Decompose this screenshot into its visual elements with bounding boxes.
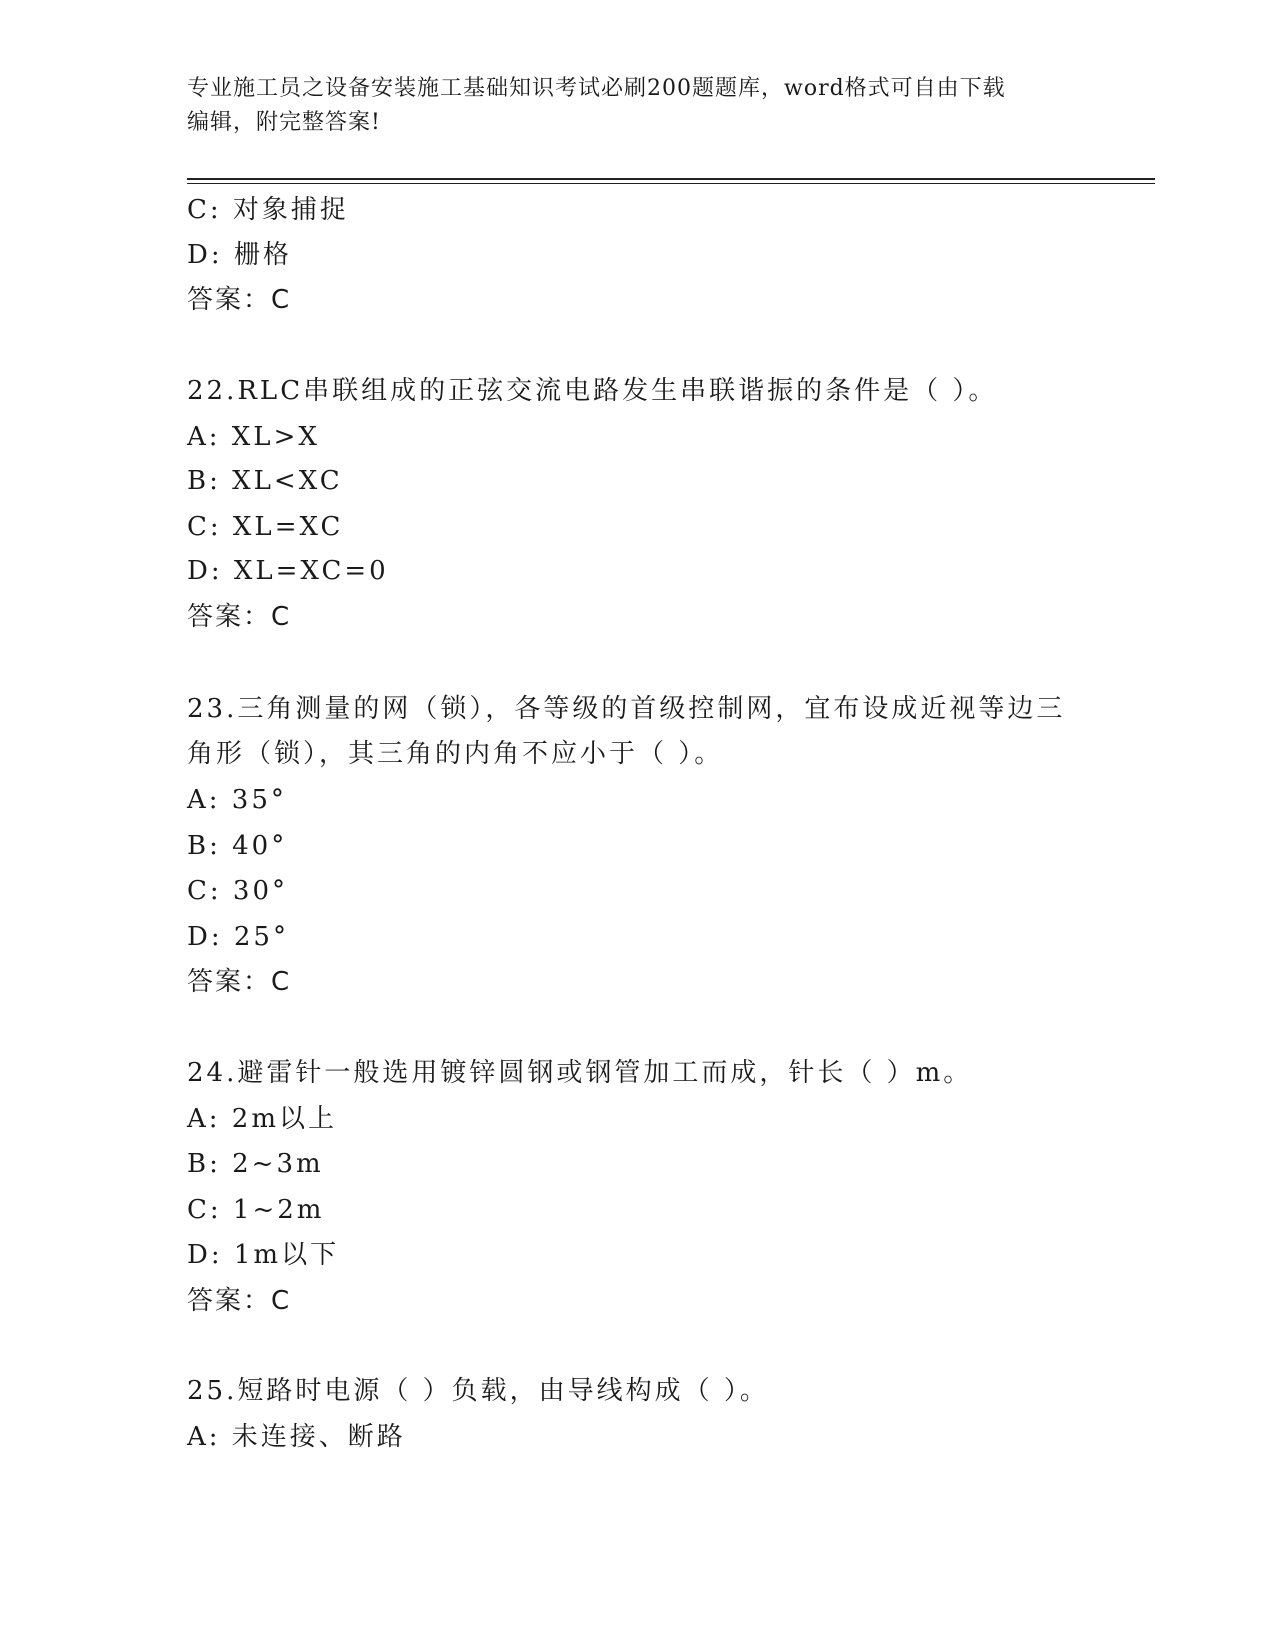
question-24-stem: 24.避雷针一般选用镀锌圆钢或钢管加工而成，针长（ ）m。: [187, 1058, 973, 1088]
question-24-answer: 答案：C: [187, 1286, 292, 1316]
question-22-option-b: B: XL<XC: [187, 466, 343, 496]
question-23-option-a: A: 35°: [187, 785, 287, 815]
question-24-option-c: C: 1~2m: [187, 1195, 325, 1225]
prev-answer: 答案：C: [187, 285, 292, 315]
question-23-option-d: D: 25°: [187, 922, 289, 952]
question-24-option-a: A: 2m以上: [187, 1104, 337, 1134]
question-24-option-b: B: 2~3m: [187, 1149, 324, 1179]
question-23-option-c: C: 30°: [187, 876, 289, 906]
header-line-2: 编辑，附完整答案!: [187, 110, 381, 135]
prev-option-c: C: 对象捕捉: [187, 195, 349, 225]
prev-option-d: D: 栅格: [187, 240, 292, 270]
question-22-stem: 22.RLC串联组成的正弦交流电路发生串联谐振的条件是（ ）。: [187, 376, 998, 406]
question-25-stem: 25.短路时电源（ ）负载，由导线构成（ ）。: [187, 1376, 769, 1406]
question-22-option-c: C: XL=XC: [187, 512, 344, 542]
header-rule: [187, 178, 1155, 180]
question-23-stem-line-2: 角形（锁），其三角的内角不应小于（ ）。: [187, 739, 724, 769]
question-24-option-d: D: 1m以下: [187, 1240, 340, 1270]
question-22-option-a: A: XL>X: [187, 422, 320, 452]
document-header: [187, 72, 1087, 140]
question-23-option-b: B: 40°: [187, 831, 288, 861]
question-22-answer: 答案：C: [187, 602, 292, 632]
question-23-answer: 答案：C: [187, 967, 292, 997]
question-23-stem-line-1: 23.三角测量的网（锁），各等级的首级控制网，宜布设成近视等边三: [187, 694, 1066, 724]
question-22-option-d: D: XL=XC=0: [187, 556, 389, 586]
question-25-option-a: A: 未连接、断路: [187, 1422, 406, 1452]
header-rule-thin: [187, 183, 1155, 184]
header-line-1: 专业施工员之设备安装施工基础知识考试必刷200题题库，word格式可自由下载: [187, 76, 1006, 101]
